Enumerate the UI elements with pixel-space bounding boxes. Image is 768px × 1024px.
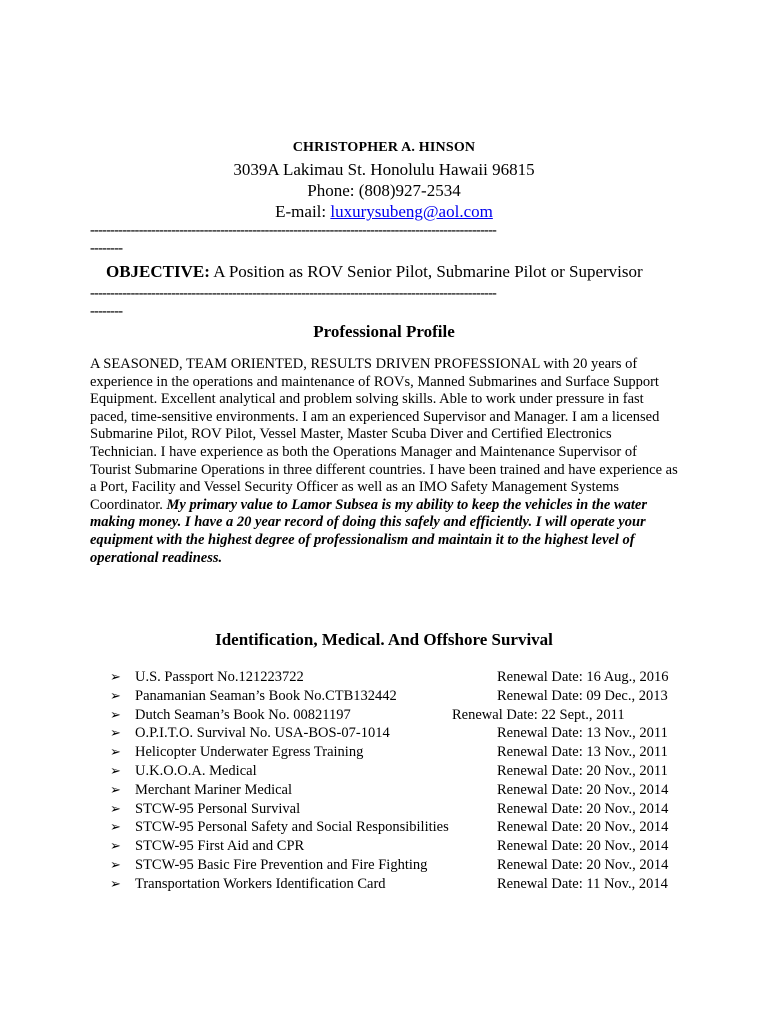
item-label: Dutch Seaman’s Book No. 00821197	[135, 706, 351, 723]
objective-label: OBJECTIVE:	[106, 262, 210, 281]
item-label: STCW-95 Personal Survival	[135, 800, 301, 817]
identification-item	[110, 762, 690, 781]
renewal-date: Renewal Date: 20 Nov., 2014	[497, 856, 669, 873]
profile-heading: Professional Profile	[313, 322, 455, 341]
item-label: Merchant Mariner Medical	[135, 781, 293, 798]
objective-line	[106, 262, 643, 282]
identification-item	[110, 800, 690, 819]
candidate-phone: Phone: (808)927-2534	[307, 181, 461, 200]
identification-item	[110, 837, 690, 856]
item-label: U.K.O.O.A. Medical	[135, 762, 257, 779]
candidate-email-line	[0, 202, 768, 222]
renewal-date: Renewal Date: 20 Nov., 2014	[497, 819, 669, 836]
arrow-bullet-icon: ➢	[110, 725, 121, 741]
email-label: E-mail:	[275, 202, 331, 221]
identification-item	[110, 668, 690, 687]
renewal-date: Renewal Date: 22 Sept., 2011	[452, 706, 625, 723]
renewal-date: Renewal Date: 13 Nov., 2011	[497, 725, 668, 742]
profile-paragraph	[90, 356, 680, 567]
identification-item	[110, 818, 690, 837]
arrow-bullet-icon: ➢	[110, 744, 121, 760]
arrow-bullet-icon: ➢	[110, 687, 121, 703]
candidate-address: 3039A Lakimau St. Honolulu Hawaii 96815	[233, 160, 535, 179]
renewal-date: Renewal Date: 11 Nov., 2014	[497, 875, 668, 892]
item-label: O.P.I.T.O. Survival No. USA-BOS-07-1014	[135, 725, 390, 742]
renewal-date: Renewal Date: 09 Dec., 2013	[497, 687, 668, 704]
renewal-date: Renewal Date: 20 Nov., 2011	[497, 762, 668, 779]
arrow-bullet-icon: ➢	[110, 819, 121, 835]
separator-line-tail: --------	[90, 242, 123, 256]
arrow-bullet-icon: ➢	[110, 669, 121, 684]
arrow-bullet-icon: ➢	[110, 838, 121, 854]
item-label: U.S. Passport No.121223722	[135, 669, 304, 685]
identification-item	[110, 706, 690, 725]
renewal-date: Renewal Date: 20 Nov., 2014	[497, 781, 669, 798]
identification-item	[110, 875, 690, 894]
identification-list	[110, 668, 690, 894]
item-label: Transportation Workers Identification Card	[135, 875, 386, 892]
identification-item	[110, 743, 690, 762]
arrow-bullet-icon: ➢	[110, 762, 121, 778]
arrow-bullet-icon: ➢	[110, 856, 121, 872]
arrow-bullet-icon: ➢	[110, 800, 121, 816]
renewal-date: Renewal Date: 13 Nov., 2011	[497, 744, 668, 761]
arrow-bullet-icon: ➢	[110, 781, 121, 797]
identification-item	[110, 724, 690, 743]
item-label: Panamanian Seaman’s Book No.CTB132442	[135, 687, 397, 704]
renewal-date: Renewal Date: 20 Nov., 2014	[497, 800, 669, 817]
identification-item	[110, 687, 690, 706]
email-link[interactable]: luxurysubeng@aol.com	[330, 202, 493, 221]
identification-item	[110, 781, 690, 800]
item-label: Helicopter Underwater Egress Training	[135, 744, 364, 761]
separator-line: ----------------------------------------------------------------------------------------------------	[90, 287, 497, 301]
separator-line: ----------------------------------------------------------------------------------------------------	[90, 224, 497, 238]
renewal-date: Renewal Date: 20 Nov., 2014	[497, 838, 669, 855]
profile-text: A SEASONED, TEAM ORIENTED, RESULTS DRIVEN PROFESSIONAL with 20 years of experience in the operations and maintenance of ROVs, Manned Submarines and Surface Support Equipment. Excellent analytical and problem solving skills. Able to work under pressure in fast paced, time-sensitive environments. I am an experienced Supervisor and Manager. I am a licensed Submarine Pilot, ROV Pilot, Vessel Master, Master Scuba Diver and Certified Electronics Technician. I have experience as both the Operations Manager and Maintenance Supervisor of Tourist Submarine Operations in three different countries. I have been trained and have experience as a Port, Facility and Vessel Security Officer as well as an IMO Safety Management Systems Coordinator.	[90, 356, 678, 513]
identification-heading: Identification, Medical. And Offshore Survival	[215, 630, 553, 649]
objective-text: A Position as ROV Senior Pilot, Submarine Pilot or Supervisor	[209, 262, 643, 281]
profile-emphasis: My primary value to Lamor Subsea is my ability to keep the vehicles in the water making money. I have a 20 year record of doing this safely and efficiently. I will operate your equipment with the highest degree of professionalism and maintain it to the highest level of operational readiness.	[90, 496, 648, 566]
renewal-date: Renewal Date: 16 Aug., 2016	[497, 669, 669, 685]
identification-item	[110, 856, 690, 875]
candidate-name: CHRISTOPHER A. HINSON	[292, 140, 476, 155]
separator-line-tail: --------	[90, 305, 123, 319]
item-label: STCW-95 Basic Fire Prevention and Fire Fighting	[135, 856, 428, 873]
item-label: STCW-95 First Aid and CPR	[135, 838, 305, 855]
arrow-bullet-icon: ➢	[110, 875, 121, 891]
item-label: STCW-95 Personal Safety and Social Responsibilities	[135, 819, 449, 836]
arrow-bullet-icon: ➢	[110, 706, 121, 722]
